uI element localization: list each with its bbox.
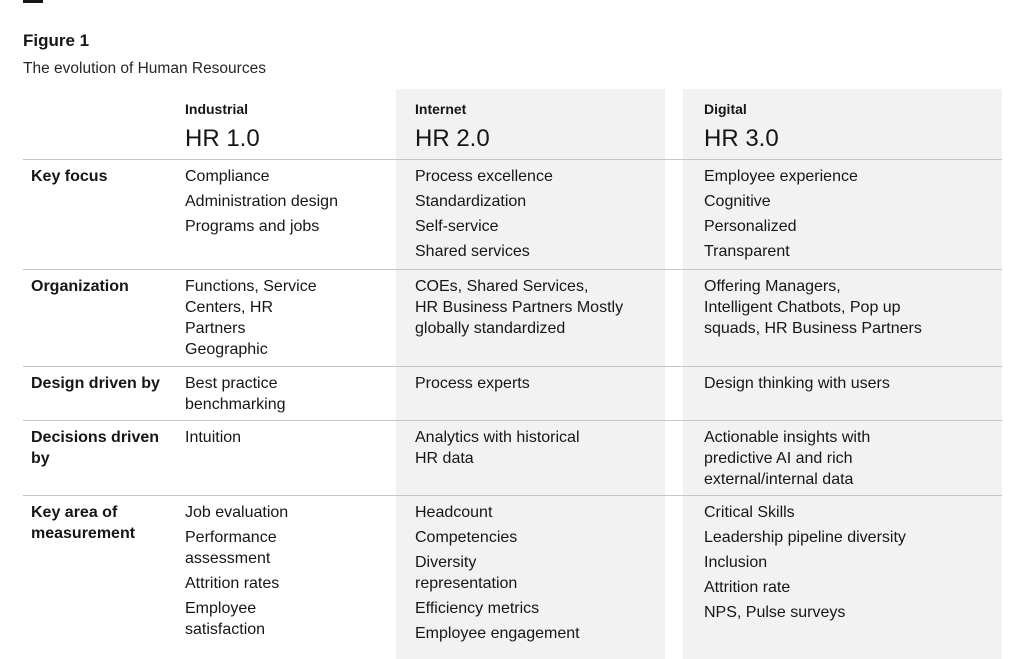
column-label: HR 3.0 (704, 125, 779, 152)
row-label-line: Design (31, 375, 85, 392)
column-label: HR 1.0 (185, 125, 260, 152)
cell-line: globally standardized (415, 320, 566, 337)
cell-line: COEs, Shared Services, (415, 278, 589, 295)
cell-decisions-hr2 (415, 427, 660, 469)
column-era: Digital (704, 101, 747, 117)
cell-line: Employee (185, 600, 257, 617)
cell-line: predictive AI and rich (704, 450, 853, 467)
row-label-line: Key area of (31, 504, 118, 521)
cell-line: Partners (185, 320, 246, 337)
cell-line: Intuition (185, 429, 242, 446)
column-header-hr2 (415, 101, 490, 153)
cell-line: Cognitive (704, 193, 771, 210)
cell-line: Headcount (415, 504, 493, 521)
cell-line: satisfaction (185, 621, 266, 638)
cell-line: Standardization (415, 193, 527, 210)
row-label-design-driven-by (31, 373, 171, 394)
cell-design-hr3 (704, 373, 994, 394)
cell-line: Geographic (185, 341, 268, 358)
cell-line: Shared services (415, 243, 530, 260)
cell-key-focus-hr1 (185, 166, 380, 241)
cell-measurement-hr2 (415, 502, 660, 644)
figure-title: Figure 1 (23, 31, 90, 50)
cell-line: Performance (185, 529, 277, 546)
row-label-key-area-of-measurement (31, 502, 171, 544)
cell-line: external/internal data (704, 471, 854, 488)
row-label-line: driven by (31, 429, 160, 467)
cell-line: Self-service (415, 218, 499, 235)
cell-line: Employee experience (704, 168, 858, 185)
cell-line: HR data (415, 450, 474, 467)
row-label-line: Organization (31, 278, 129, 295)
cell-line: benchmarking (185, 396, 286, 413)
cell-key-focus-hr3 (704, 166, 994, 266)
top-accent-bar (23, 0, 43, 3)
cell-line: Competencies (415, 529, 518, 546)
row-label-decisions-driven-by (31, 427, 171, 469)
cell-line: assessment (185, 550, 271, 567)
cell-line: Attrition rate (704, 579, 791, 596)
cell-organization-hr1 (185, 276, 380, 360)
cell-decisions-hr1 (185, 427, 380, 448)
row-label-line: driven by (88, 375, 160, 392)
cell-line: Best practice (185, 375, 278, 392)
cell-organization-hr3 (704, 276, 994, 339)
row-divider (23, 420, 1002, 421)
cell-line: Process experts (415, 375, 530, 392)
cell-line: Critical Skills (704, 504, 795, 521)
row-divider (23, 366, 1002, 367)
cell-design-hr2 (415, 373, 660, 394)
cell-line: Employee engagement (415, 625, 580, 642)
cell-organization-hr2 (415, 276, 660, 339)
cell-line: squads, HR Business Partners (704, 320, 922, 337)
cell-line: Process excellence (415, 168, 553, 185)
cell-line: Leadership pipeline diversity (704, 529, 906, 546)
cell-line: NPS, Pulse surveys (704, 604, 846, 621)
row-divider (23, 159, 1002, 160)
cell-line: Diversity (415, 554, 477, 571)
column-era: Industrial (185, 101, 249, 117)
cell-line: Personalized (704, 218, 797, 235)
cell-line: Centers, HR (185, 299, 274, 316)
cell-line: Analytics with historical (415, 429, 580, 446)
cell-line: Programs and jobs (185, 218, 320, 235)
cell-line: Transparent (704, 243, 790, 260)
cell-line: HR Business Partners Mostly (415, 299, 624, 316)
row-label-line: Key focus (31, 168, 108, 185)
cell-line: Functions, Service (185, 278, 317, 295)
cell-measurement-hr3 (704, 502, 994, 623)
row-label-organization (31, 276, 171, 297)
cell-line: Intelligent Chatbots, Pop up (704, 299, 901, 316)
cell-line: Administration design (185, 193, 338, 210)
cell-line: representation (415, 575, 518, 592)
column-header-hr1 (185, 101, 260, 153)
row-divider (23, 495, 1002, 496)
cell-design-hr1 (185, 373, 380, 415)
row-label-key-focus (31, 166, 171, 187)
column-label: HR 2.0 (415, 125, 490, 152)
row-divider (23, 269, 1002, 270)
cell-line: Attrition rates (185, 575, 280, 592)
cell-line: Design thinking with users (704, 375, 890, 392)
cell-line: Efficiency metrics (415, 600, 540, 617)
cell-measurement-hr1 (185, 502, 380, 640)
column-era: Internet (415, 101, 467, 117)
cell-line: Inclusion (704, 554, 768, 571)
row-label-line: Decisions (31, 429, 107, 446)
cell-line: Offering Managers, (704, 278, 841, 295)
row-label-line: measurement (31, 525, 136, 542)
cell-line: Compliance (185, 168, 270, 185)
column-header-hr3 (704, 101, 779, 153)
cell-line: Actionable insights with (704, 429, 871, 446)
cell-line: Job evaluation (185, 504, 289, 521)
cell-key-focus-hr2 (415, 166, 660, 266)
cell-decisions-hr3 (704, 427, 994, 490)
figure-subtitle: The evolution of Human Resources (23, 60, 266, 77)
